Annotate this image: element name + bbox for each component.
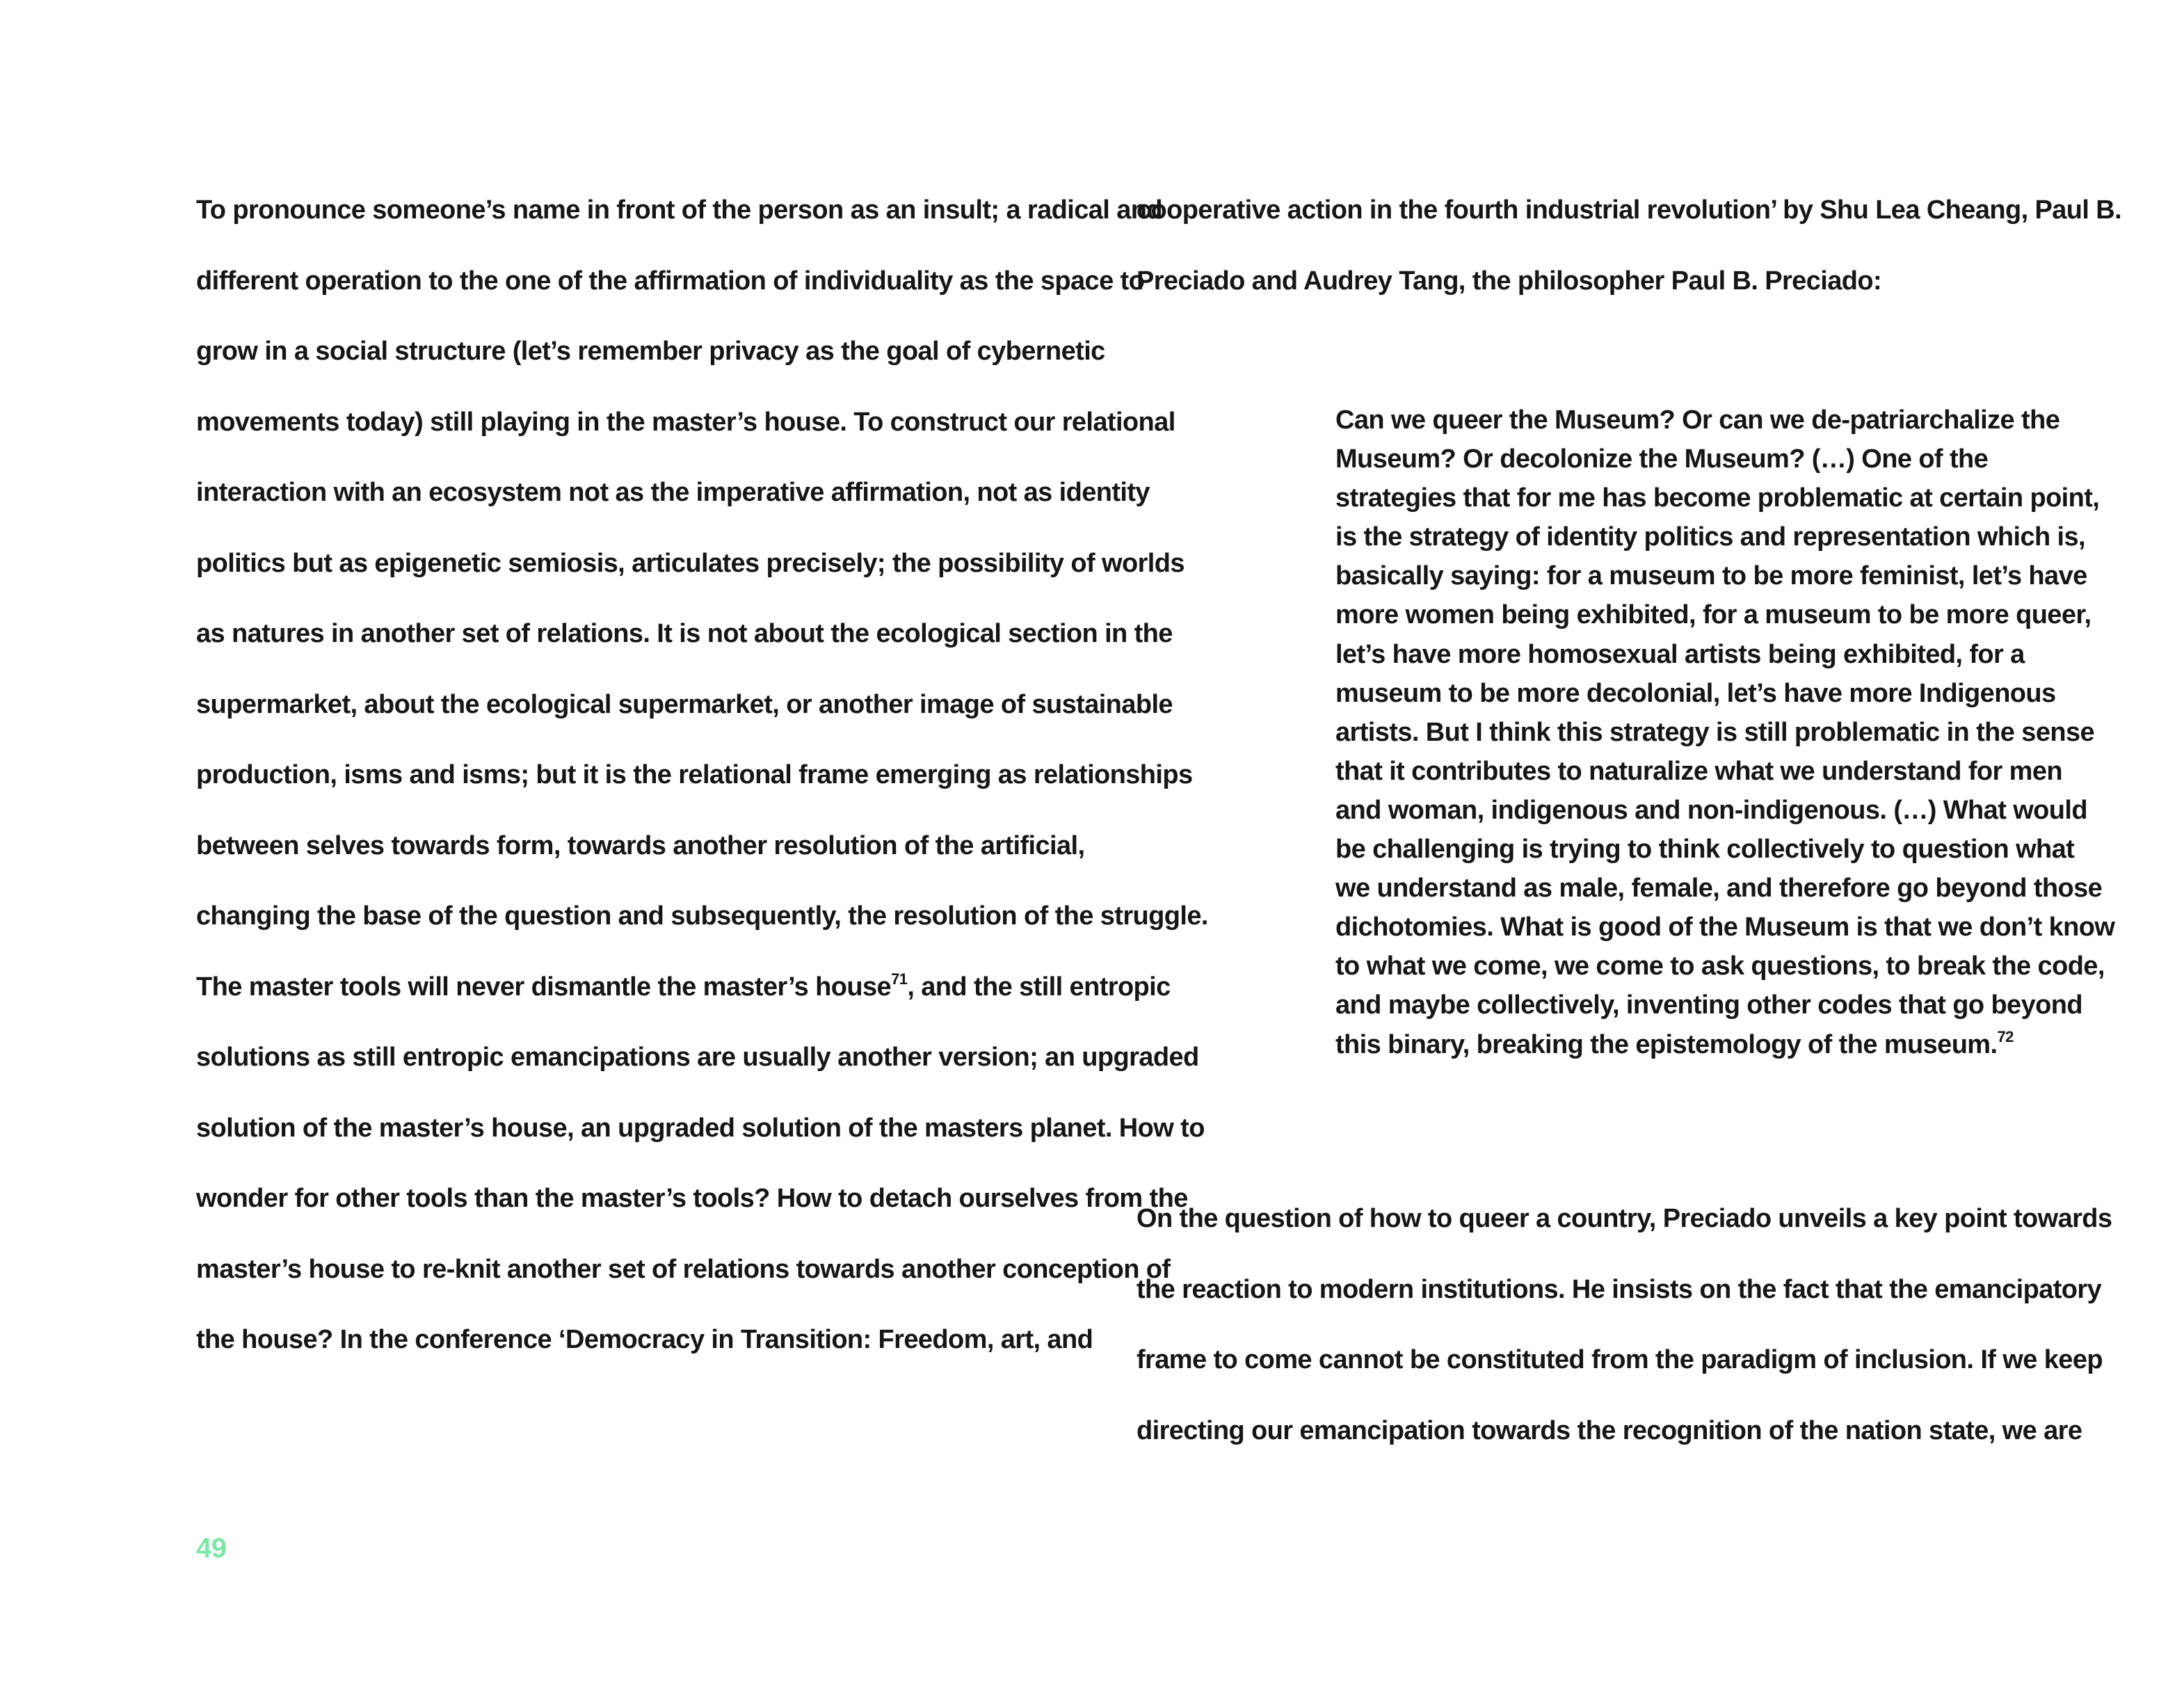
quote-line: dichotomies. What is good of the Museum is that we don’t know xyxy=(1335,913,2115,942)
footnote-ref-71[interactable]: 71 xyxy=(891,970,908,988)
text-line: different operation to the one of the affirmation of individuality as the space to xyxy=(196,266,1145,296)
text-line: solution of the master’s house, an upgraded solution of the masters planet. How to xyxy=(196,1113,1205,1143)
text-line: cooperative action in the fourth industrial revolution’ by Shu Lea Cheang, Paul B. xyxy=(1137,195,2122,225)
text-line: production, isms and isms; but it is the relational frame emerging as relationships xyxy=(196,760,1193,789)
quote-line-with-footnote xyxy=(1335,1025,2031,1064)
text-line: politics but as epigenetic semiosis, articulates precisely; the possibility of worlds xyxy=(196,548,1185,578)
text-line: frame to come cannot be constituted from the paradigm of inclusion. If we keep xyxy=(1137,1345,2103,1374)
quote-line: artists. But I think this strategy is still problematic in the sense xyxy=(1335,717,2095,747)
text-line: grow in a social structure (let’s remember privacy as the goal of cybernetic xyxy=(196,337,1105,366)
quote-line: to what we come, we come to ask questions, to break the code, xyxy=(1335,952,2105,981)
quote-line: and maybe collectively, inventing other codes that go beyond xyxy=(1335,990,2082,1020)
quote-line: basically saying: for a museum to be more feminist, let’s have xyxy=(1335,561,2087,591)
text-segment: , and the still entropic xyxy=(907,972,1171,1002)
quote-line: and woman, indigenous and non-indigenous. (…) What would xyxy=(1335,795,2087,825)
text-line: directing our emancipation towards the recognition of the nation state, we are xyxy=(1137,1415,2082,1445)
text-line: movements today) still playing in the master’s house. To construct our relational xyxy=(196,407,1175,437)
right-column-closing xyxy=(1137,1184,2112,1466)
page-number: 49 xyxy=(196,1533,227,1564)
left-column-paragraph xyxy=(196,175,1208,1376)
text-line: the reaction to modern institutions. He insists on the fact that the emancipatory xyxy=(1137,1274,2102,1304)
quote-line: Can we queer the Museum? Or can we de-patriarchalize the xyxy=(1335,406,2060,435)
text-line: On the question of how to queer a country, Preciado unveils a key point towards xyxy=(1137,1204,2112,1233)
footnote-ref-72[interactable]: 72 xyxy=(1997,1027,2014,1045)
text-segment: The master tools will never dismantle the master’s house xyxy=(196,972,892,1002)
quote-line: is the strategy of identity politics and representation which is, xyxy=(1335,522,2085,552)
text-line: changing the base of the question and subsequently, the resolution of the struggle. xyxy=(196,901,1208,931)
text-line: To pronounce someone’s name in front of the person as an insult; a radical and xyxy=(196,195,1162,225)
quote-line: that it contributes to naturalize what we understand for men xyxy=(1335,756,2062,786)
quote-line: strategies that for me has become problematic at certain point, xyxy=(1335,483,2100,513)
quote-line: more women being exhibited, for a museum to be more queer, xyxy=(1335,600,2091,630)
text-line: as natures in another set of relations. It is not about the ecological section in the xyxy=(196,619,1173,648)
quote-line: let’s have more homosexual artists being exhibited, for a xyxy=(1335,639,2025,669)
quote-line: we understand as male, female, and therefore go beyond those xyxy=(1335,874,2103,904)
text-line: solutions as still entropic emancipations are usually another version; an upgraded xyxy=(196,1043,1199,1072)
text-line: between selves towards form, towards another resolution of the artificial, xyxy=(196,830,1085,860)
right-column-intro xyxy=(1137,175,2122,316)
quote-line: be challenging is trying to think collectively to question what xyxy=(1335,835,2075,865)
text-line-with-footnote xyxy=(196,952,1171,1023)
text-line: supermarket, about the ecological supermarket, or another image of sustainable xyxy=(196,689,1173,719)
text-line: the house? In the conference ‘Democracy in Transition: Freedom, art, and xyxy=(196,1325,1093,1354)
quote-line: Museum? Or decolonize the Museum? (…) One of the xyxy=(1335,444,1989,474)
text-line: Preciado and Audrey Tang, the philosopher Paul B. Preciado: xyxy=(1137,266,1882,296)
quote-line: museum to be more decolonial, let’s have more Indigenous xyxy=(1335,678,2056,708)
text-segment: this binary, breaking the epistemology of the museum. xyxy=(1335,1029,1998,1059)
text-line: interaction with an ecosystem not as the imperative affirmation, not as identity xyxy=(196,478,1150,507)
text-line: master’s house to re-knit another set of relations towards another conception of xyxy=(196,1254,1171,1284)
text-line: wonder for other tools than the master’s tools? How to detach ourselves from the xyxy=(196,1184,1188,1213)
preciado-blockquote xyxy=(1335,401,2115,1064)
